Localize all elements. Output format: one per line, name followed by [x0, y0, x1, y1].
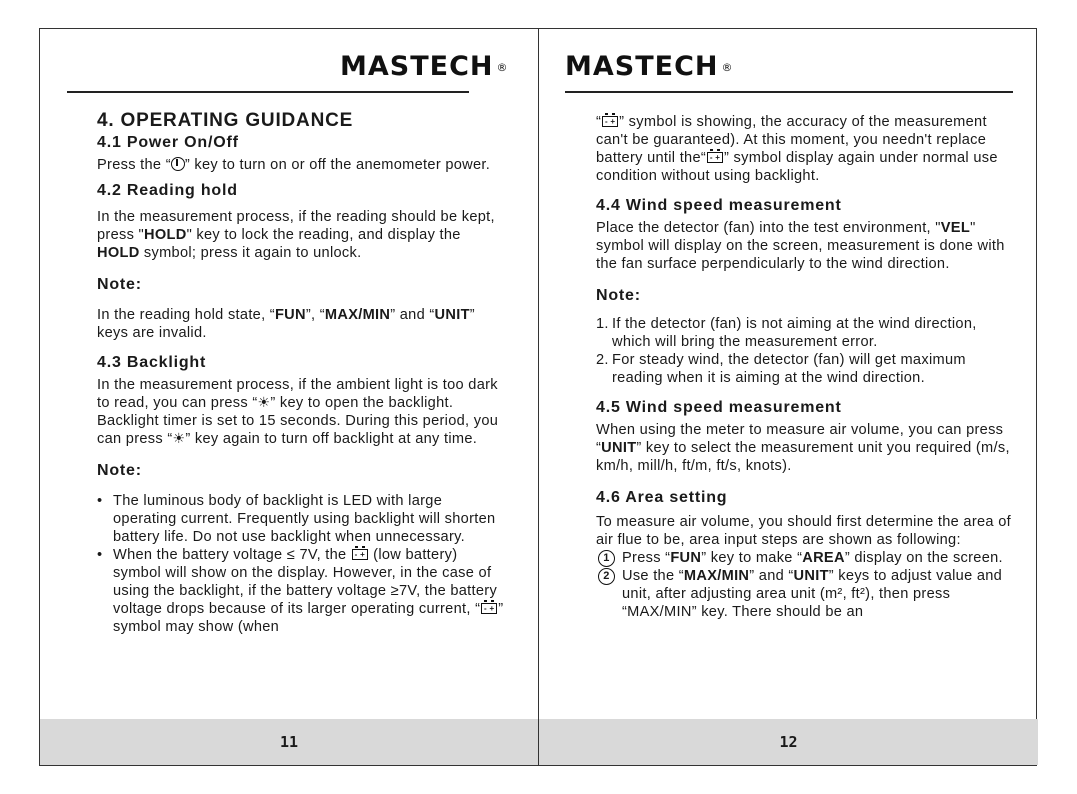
list-item: 1 Press “FUN” key to make “AREA” display on the screen. [596, 549, 1016, 567]
right-content [596, 113, 1016, 621]
backlight-icon: ☀ [257, 394, 271, 410]
para-note-1: In the reading hold state, “FUN”, “MAX/MIN” and “UNIT” keys are invalid. [97, 307, 475, 341]
low-battery-icon: - + [352, 549, 368, 560]
heading-note-3: Note: [596, 287, 641, 304]
page-footer [40, 719, 538, 765]
heading-power: 4.1 Power On/Off [97, 134, 239, 151]
page-footer [539, 719, 1038, 765]
power-icon [171, 157, 185, 171]
heading-area-setting: 4.6 Area setting [596, 489, 728, 506]
para-wind-speed: Place the detector (fan) into the test environment, "VEL" symbol will display on the screen, measurement is done with the fan surface perpendicularly to the wind direction. [596, 220, 1005, 272]
heading-air-volume: 4.5 Wind speed measurement [596, 399, 842, 416]
list-item: 2 Use the “MAX/MIN” and “UNIT” keys to adjust value and unit, after adjusting area unit (m², ft²), then press “MAX/MIN” key. There should be an [596, 567, 1016, 621]
page-11 [40, 29, 539, 765]
list-item: • The luminous body of backlight is LED with large operating current. Frequently using backlight will shorten battery life. Do not use backlight when unnecessary. [97, 493, 496, 545]
page-number: 12 [779, 733, 798, 751]
list-item: 2. For steady wind, the detector (fan) will get maximum reading when it is aiming at the wind direction. [596, 352, 966, 386]
list-item: 1. If the detector (fan) is not aiming at the wind direction, which will bring the measurement error. [596, 316, 977, 350]
left-content [97, 112, 507, 636]
step-number: 1 [598, 550, 615, 567]
brand-logo: MASTECH ® [565, 51, 734, 82]
page-12 [539, 29, 1038, 765]
note-2-list [97, 492, 507, 636]
heading-reading-hold: 4.2 Reading hold [97, 182, 238, 199]
para-backlight: In the measurement process, if the ambient light is too dark to read, you can press “☀” key to open the backlight. Backlight timer is set to 15 seconds. During this period, you can press “☀” key again to turn off backlight at any time. [97, 377, 499, 447]
heading-note-1: Note: [97, 276, 142, 293]
brand-logo: MASTECH ® [340, 51, 509, 82]
para-air-volume: When using the meter to measure air volume, you can press “UNIT” key to select the measurement unit you required (m/s, km/h, mill/h, ft/m, ft/s, knots). [596, 422, 1010, 474]
para-reading-hold: In the measurement process, if the reading should be kept, press "HOLD" key to lock the reading, and display the HOLD symbol; press it again to unlock. [97, 209, 495, 261]
manual-spread [39, 28, 1037, 766]
para-power: Press the “ ” key to turn on or off the anemometer power. [97, 157, 491, 173]
low-battery-icon: - + [602, 116, 618, 127]
area-steps-list [596, 549, 1016, 621]
header-rule [67, 91, 469, 93]
low-battery-icon: - + [481, 603, 497, 614]
low-battery-icon: - + [707, 152, 723, 163]
heading-wind-speed: 4.4 Wind speed measurement [596, 197, 842, 214]
section-title: 4. OPERATING GUIDANCE [97, 110, 354, 131]
para-battery-continued: “ - + ” symbol is showing, the accuracy of the measurement can't be guaranteed). At this moment, you needn't replace battery until the“ - + ” symbol display again under normal use condition without using backlight. [596, 114, 998, 184]
note-3-list [596, 315, 1016, 387]
page-number: 11 [279, 733, 299, 751]
para-area-intro: To measure air volume, you should first determine the area of air flue to be, area input steps are shown as following: [596, 514, 1011, 548]
header-rule [565, 91, 1013, 93]
step-number: 2 [598, 568, 615, 585]
heading-note-2: Note: [97, 462, 142, 479]
backlight-icon: ☀ [172, 430, 186, 446]
heading-backlight: 4.3 Backlight [97, 354, 207, 371]
list-item: • When the battery voltage ≤ 7V, the - + (low battery) symbol will show on the display. However, in the case of using the backlight, if the battery voltage ≥7V, the battery voltage drops because of its larger operating current, “ - + ” symbol may show (when [97, 547, 504, 635]
